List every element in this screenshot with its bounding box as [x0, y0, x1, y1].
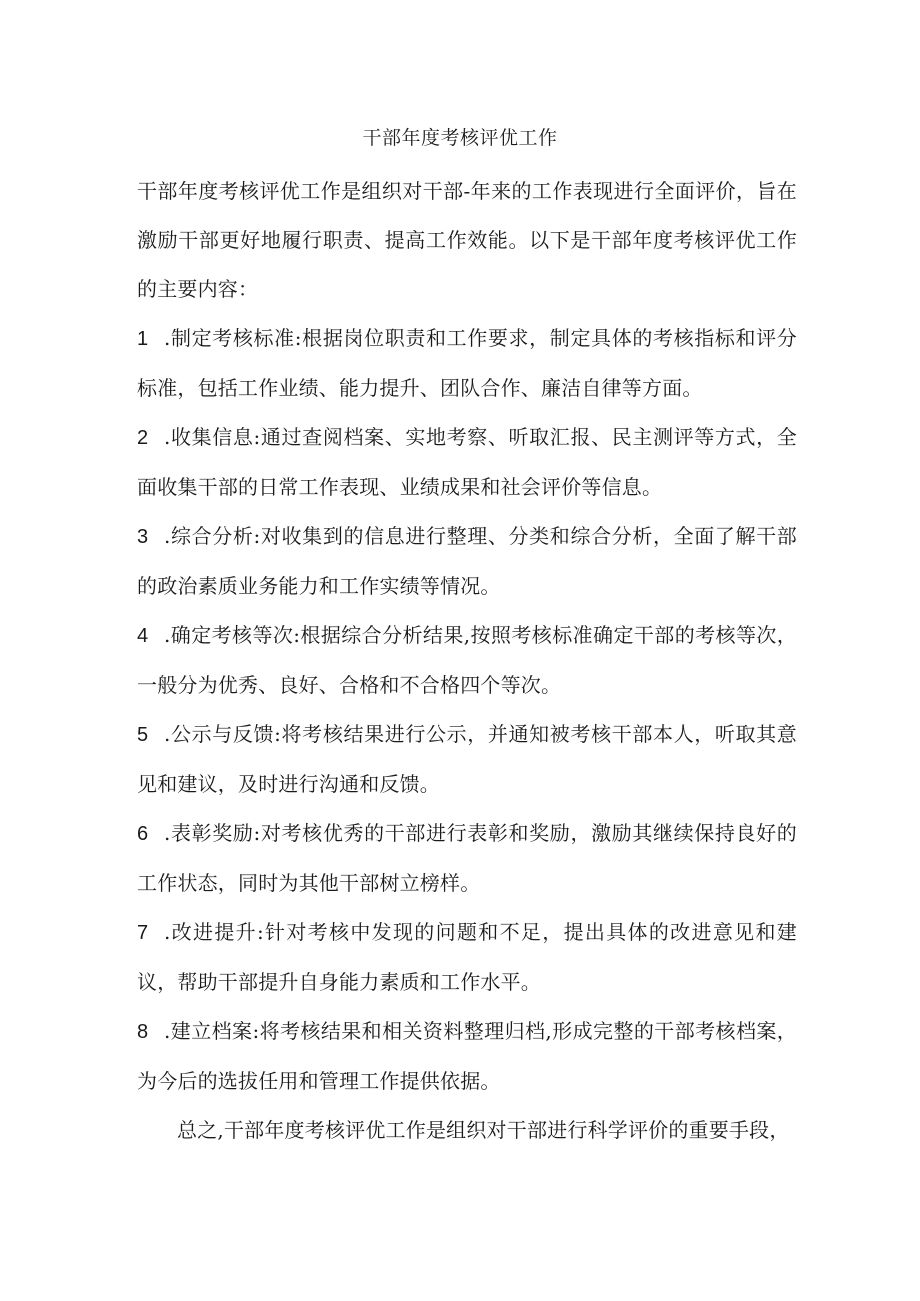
list-item-number: 7	[137, 922, 149, 944]
list-item	[137, 611, 797, 710]
list-item-number: 2	[137, 427, 149, 449]
list-item	[137, 413, 797, 512]
list-item	[137, 314, 797, 413]
list-item-text: .表彰奖励:对考核优秀的干部进行表彰和奖励，激励其继续保持良好的工作状态，同时为其他干部树立榜样。	[137, 821, 797, 895]
closing-paragraph: 总之,干部年度考核评优工作是组织对干部进行科学评价的重要手段，	[177, 1118, 790, 1142]
list-item-number: 6	[137, 823, 149, 845]
document-body	[137, 167, 797, 1155]
list-item-text: .公示与反馈:将考核结果进行公示，并通知被考核干部本人，听取其意见和建议，及时进行沟通和反馈。	[137, 722, 797, 796]
list-item	[137, 710, 797, 809]
list-item-text: .确定考核等次:根据综合分析结果,按照考核标准确定干部的考核等次，一般分为优秀、良好、合格和不合格四个等次。	[137, 623, 797, 697]
list-item-number: 4	[137, 625, 149, 647]
list-item	[137, 809, 797, 908]
intro-paragraph: 干部年度考核评优工作是组织对干部-年来的工作表现进行全面评价，旨在激励干部更好地履行职责、提高工作效能。以下是干部年度考核评优工作的主要内容：	[137, 179, 797, 301]
list-item-number: 8	[137, 1021, 149, 1043]
document-title: 干部年度考核评优工作	[362, 127, 558, 149]
list-item-number: 5	[137, 724, 149, 746]
list-item	[137, 512, 797, 611]
list-item-number: 1	[137, 328, 149, 350]
list-item-text: .综合分析:对收集到的信息进行整理、分类和综合分析，全面了解干部的政治素质业务能力和工作实绩等情况。	[137, 524, 797, 598]
list-item-text: .建立档案:将考核结果和相关资料整理归档,形成完整的干部考核档案，为今后的选拔任用和管理工作提供依据。	[137, 1019, 797, 1093]
list-item	[137, 908, 797, 1007]
list-item-text: .收集信息:通过查阅档案、实地考察、听取汇报、民主测评等方式，全面收集干部的日常工作表现、业绩成果和社会评价等信息。	[137, 425, 797, 499]
list-item	[137, 1007, 797, 1106]
list-item-number: 3	[137, 526, 149, 548]
list-item-text: .改进提升:针对考核中发现的问题和不足，提出具体的改进意见和建议，帮助干部提升自身能力素质和工作水平。	[137, 920, 797, 994]
list-item-text: .制定考核标准:根据岗位职责和工作要求，制定具体的考核指标和评分标准，包括工作业绩、能力提升、团队合作、廉洁自律等方面。	[137, 326, 797, 400]
